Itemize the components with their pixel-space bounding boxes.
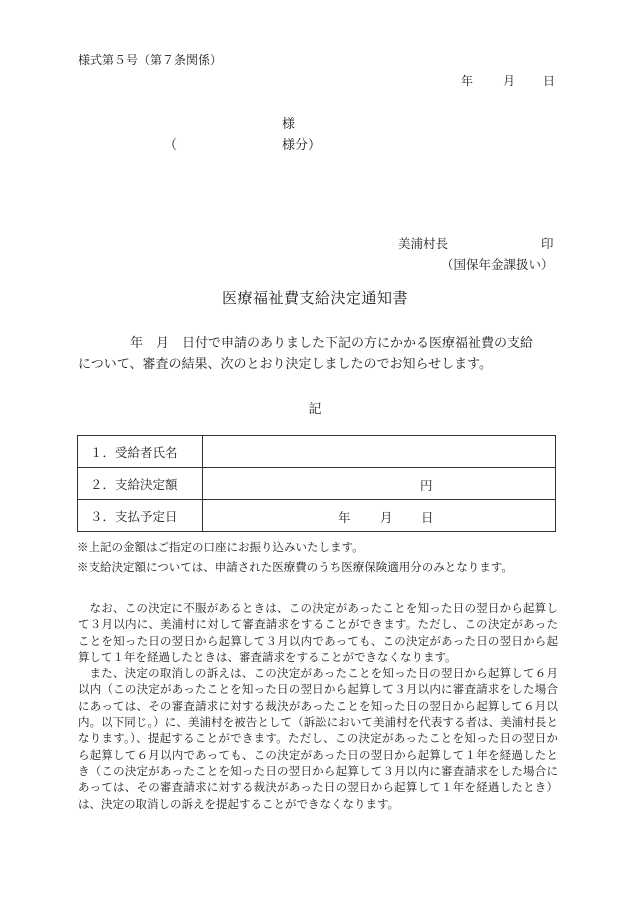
intro-text	[78, 333, 558, 375]
date-year-label: 年	[461, 74, 474, 88]
table-row	[78, 500, 556, 532]
payment-day-label: 日	[421, 510, 434, 525]
payment-year-label: 年	[338, 510, 351, 525]
payment-amount-label: ２．支給決定額	[78, 468, 203, 500]
addressee-honorific: 様	[282, 117, 296, 132]
table-row	[78, 468, 556, 500]
issuer-department: （国保年金課扱い）	[441, 257, 554, 272]
form-number: 様式第５号（第７条関係）	[78, 53, 223, 67]
seal-mark: 印	[541, 236, 554, 251]
table-row	[78, 436, 556, 468]
intro-line-1: 年 月 日付で申請のありました下記の方にかかる医療福祉費の支給	[130, 336, 534, 351]
payment-date-field	[203, 500, 556, 532]
ki-heading: 記	[308, 402, 322, 417]
date-month-label: 月	[503, 74, 516, 88]
details-table	[77, 435, 556, 532]
payment-date-label: ３．支払予定日	[78, 500, 203, 532]
payment-amount-field	[203, 468, 556, 500]
issuer-name: 美浦村長	[398, 236, 449, 251]
note-transfer: ※上記の金額はご指定の口座にお振り込みいたします。	[77, 540, 364, 554]
payment-month-label: 月	[380, 510, 393, 525]
appeal-notice	[78, 600, 558, 812]
appeal-paragraph-1: なお、この決定に不服があるときは、この決定があったことを知った日の翌日から起算して３月以内に、美浦村に対して審査請求をすることができます。ただし、この決定があったことを知った日の翌日から起算して３月以内であっても、この決定があった日の翌日から起算して１年を経過したときは、審査請求をすることができなくなります。	[78, 601, 558, 664]
date-day-label: 日	[543, 74, 556, 88]
note-coverage: ※支給決定額については、申請された医療費のうち医療保険適用分のみとなります。	[77, 560, 513, 574]
intro-line-2: について、審査の結果、次のとおり決定しましたのでお知らせします。	[78, 357, 493, 372]
appeal-paragraph-2: また、決定の取消しの訴えは、この決定があったことを知った日の翌日から起算して６月以内（この決定があったことを知った日の翌日から起算して３月以内に審査請求をした場合にあっては、その審査請求に対する裁決があったことを知った日の翌日から起算して６月以内。以下同じ。）に、美浦村を被告として（訴訟において美浦村を代表する者は、美浦村長となります。）、提起することができます。ただし、この決定があったことを知った日の翌日から起算して６月以内であっても、この決定があった日の翌日から起算して１年を経過したとき（この決定があったことを知った日の翌日から起算して３月以内に審査請求をした場合にあっては、その審査請求に対する裁決があった日の翌日から起算して１年を経過したとき）は、決定の取消しの訴えを提起することができなくなります。	[78, 666, 558, 811]
recipient-name-field	[203, 436, 556, 468]
yen-unit: 円	[420, 478, 433, 493]
addressee-open-paren: （	[164, 138, 178, 153]
document-title: 医療福祉費支給決定通知書	[221, 289, 408, 307]
recipient-name-label: １．受給者氏名	[78, 436, 203, 468]
addressee-portion-label: 様分）	[282, 138, 322, 153]
